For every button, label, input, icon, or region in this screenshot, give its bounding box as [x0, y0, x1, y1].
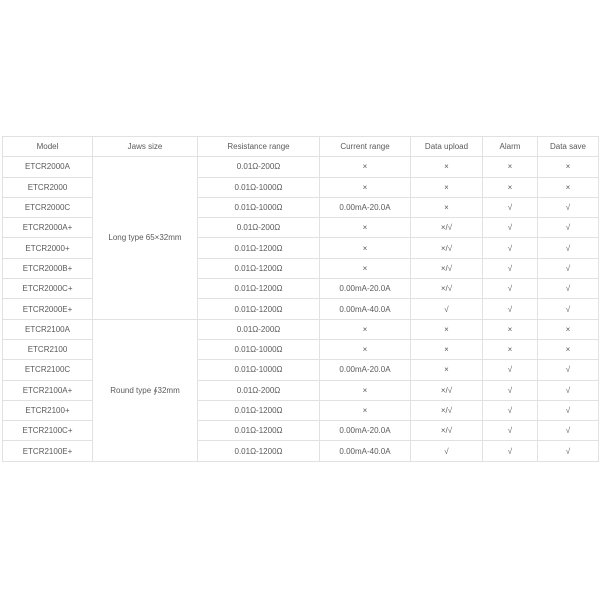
model-cell: ETCR2000B+	[3, 258, 93, 278]
current-cell: ×	[320, 218, 411, 238]
current-cell: 0.00mA-40.0A	[320, 441, 411, 461]
table-row	[3, 421, 599, 441]
resistance-cell: 0.01Ω-200Ω	[198, 218, 320, 238]
resistance-cell: 0.01Ω-1200Ω	[198, 299, 320, 319]
table-body	[3, 157, 599, 461]
data-save-cell: √	[538, 380, 599, 400]
jaws-size-cell: Round type ∮32mm	[93, 319, 198, 461]
data-save-cell: √	[538, 400, 599, 420]
alarm-cell: √	[483, 279, 538, 299]
table-row	[3, 238, 599, 258]
model-cell: ETCR2000A+	[3, 218, 93, 238]
data-save-cell: ×	[538, 157, 599, 177]
model-cell: ETCR2000C	[3, 197, 93, 217]
table-row	[3, 339, 599, 359]
header-jaws-size: Jaws size	[93, 137, 198, 157]
alarm-cell: √	[483, 238, 538, 258]
header-current-range: Current range	[320, 137, 411, 157]
data-upload-cell: ×/√	[411, 279, 483, 299]
alarm-cell: √	[483, 197, 538, 217]
model-cell: ETCR2100	[3, 339, 93, 359]
resistance-cell: 0.01Ω-1200Ω	[198, 238, 320, 258]
table-row	[3, 258, 599, 278]
data-upload-cell: ×/√	[411, 421, 483, 441]
data-save-cell: √	[538, 360, 599, 380]
table-row	[3, 218, 599, 238]
model-cell: ETCR2100+	[3, 400, 93, 420]
alarm-cell: ×	[483, 157, 538, 177]
current-cell: 0.00mA-40.0A	[320, 299, 411, 319]
data-save-cell: √	[538, 258, 599, 278]
resistance-cell: 0.01Ω-1200Ω	[198, 258, 320, 278]
table-row	[3, 177, 599, 197]
header-resistance-range: Resistance range	[198, 137, 320, 157]
resistance-cell: 0.01Ω-200Ω	[198, 319, 320, 339]
alarm-cell: ×	[483, 177, 538, 197]
current-cell: 0.00mA-20.0A	[320, 421, 411, 441]
resistance-cell: 0.01Ω-200Ω	[198, 157, 320, 177]
resistance-cell: 0.01Ω-1200Ω	[198, 400, 320, 420]
current-cell: 0.00mA-20.0A	[320, 197, 411, 217]
current-cell: ×	[320, 319, 411, 339]
current-cell: ×	[320, 157, 411, 177]
table-row	[3, 197, 599, 217]
data-upload-cell: ×	[411, 157, 483, 177]
alarm-cell: ×	[483, 339, 538, 359]
data-upload-cell: √	[411, 299, 483, 319]
data-upload-cell: ×/√	[411, 238, 483, 258]
spec-table	[2, 136, 599, 462]
alarm-cell: √	[483, 258, 538, 278]
table-row	[3, 279, 599, 299]
model-cell: ETCR2100E+	[3, 441, 93, 461]
data-upload-cell: √	[411, 441, 483, 461]
current-cell: 0.00mA-20.0A	[320, 279, 411, 299]
model-cell: ETCR2100A+	[3, 380, 93, 400]
resistance-cell: 0.01Ω-1000Ω	[198, 360, 320, 380]
alarm-cell: √	[483, 380, 538, 400]
alarm-cell: ×	[483, 319, 538, 339]
alarm-cell: √	[483, 421, 538, 441]
resistance-cell: 0.01Ω-1000Ω	[198, 339, 320, 359]
header-model: Model	[3, 137, 93, 157]
header-data-save: Data save	[538, 137, 599, 157]
table-row	[3, 400, 599, 420]
alarm-cell: √	[483, 441, 538, 461]
table-row	[3, 380, 599, 400]
current-cell: ×	[320, 400, 411, 420]
data-save-cell: √	[538, 441, 599, 461]
header-alarm: Alarm	[483, 137, 538, 157]
table-row	[3, 157, 599, 177]
table-row	[3, 319, 599, 339]
data-save-cell: √	[538, 197, 599, 217]
data-save-cell: √	[538, 421, 599, 441]
data-upload-cell: ×	[411, 177, 483, 197]
data-upload-cell: ×/√	[411, 380, 483, 400]
data-upload-cell: ×/√	[411, 258, 483, 278]
table-row	[3, 360, 599, 380]
table-row	[3, 299, 599, 319]
model-cell: ETCR2000C+	[3, 279, 93, 299]
model-cell: ETCR2100A	[3, 319, 93, 339]
data-save-cell: ×	[538, 339, 599, 359]
current-cell: ×	[320, 339, 411, 359]
table-header	[3, 137, 599, 157]
resistance-cell: 0.01Ω-1000Ω	[198, 177, 320, 197]
resistance-cell: 0.01Ω-200Ω	[198, 380, 320, 400]
resistance-cell: 0.01Ω-1200Ω	[198, 421, 320, 441]
model-cell: ETCR2100C+	[3, 421, 93, 441]
data-save-cell: √	[538, 218, 599, 238]
header-row	[3, 137, 599, 157]
data-save-cell: ×	[538, 177, 599, 197]
alarm-cell: √	[483, 360, 538, 380]
data-upload-cell: ×	[411, 360, 483, 380]
alarm-cell: √	[483, 400, 538, 420]
alarm-cell: √	[483, 218, 538, 238]
alarm-cell: √	[483, 299, 538, 319]
resistance-cell: 0.01Ω-1000Ω	[198, 197, 320, 217]
data-upload-cell: ×	[411, 197, 483, 217]
data-save-cell: ×	[538, 319, 599, 339]
current-cell: ×	[320, 258, 411, 278]
data-upload-cell: ×	[411, 339, 483, 359]
model-cell: ETCR2000E+	[3, 299, 93, 319]
data-save-cell: √	[538, 299, 599, 319]
model-cell: ETCR2100C	[3, 360, 93, 380]
jaws-size-cell: Long type 65×32mm	[93, 157, 198, 319]
data-save-cell: √	[538, 279, 599, 299]
data-save-cell: √	[538, 238, 599, 258]
spec-table-container	[2, 136, 598, 462]
current-cell: ×	[320, 380, 411, 400]
model-cell: ETCR2000	[3, 177, 93, 197]
current-cell: ×	[320, 238, 411, 258]
resistance-cell: 0.01Ω-1200Ω	[198, 441, 320, 461]
data-upload-cell: ×/√	[411, 218, 483, 238]
data-upload-cell: ×	[411, 319, 483, 339]
model-cell: ETCR2000+	[3, 238, 93, 258]
table-row	[3, 441, 599, 461]
model-cell: ETCR2000A	[3, 157, 93, 177]
header-data-upload: Data upload	[411, 137, 483, 157]
current-cell: 0.00mA-20.0A	[320, 360, 411, 380]
data-upload-cell: ×/√	[411, 400, 483, 420]
current-cell: ×	[320, 177, 411, 197]
resistance-cell: 0.01Ω-1200Ω	[198, 279, 320, 299]
